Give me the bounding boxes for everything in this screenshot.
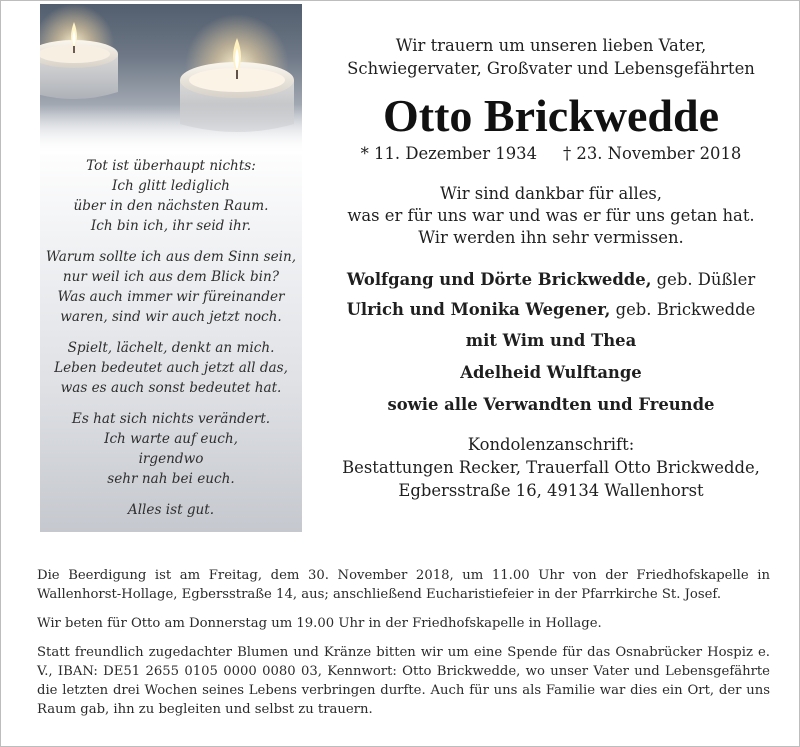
- candles-photo: [40, 4, 302, 154]
- maiden-name: geb. Brickwedde: [615, 300, 756, 319]
- mourner-row: [322, 265, 780, 295]
- candles-image: [40, 4, 302, 154]
- donation-paragraph: Statt freundlich zugedachter Blumen und Kränze bitten wir um eine Spende für das Osnabrücker Hospiz e. V., IBAN: DE51 2655 0105 0000 0080 03, Kennwort: Otto Brickwedde, wo unser Vater und Lebensgefährte die letzten drei Wochen seines Lebens verbringen durfte. Auch für uns als Familie war dies ein Ort, der uns Raum gab, ihn zu begleiten und selbst zu trauern.: [37, 645, 770, 717]
- gratitude-line: was er für uns war und was er für uns getan hat.: [347, 206, 755, 225]
- notice-main: [322, 34, 780, 502]
- poem-line: Leben bedeutet auch jetzt all das,: [54, 360, 288, 376]
- poem-text: [40, 156, 302, 531]
- mourner-row: sowie alle Verwandten und Freunde: [387, 395, 715, 414]
- poem-line: Ich bin ich, ihr seid ihr.: [90, 218, 252, 234]
- poem-line: Warum sollte ich aus dem Sinn sein,: [45, 249, 297, 265]
- gratitude-text: [322, 183, 780, 249]
- funeral-paragraph: Die Beerdigung ist am Freitag, dem 30. November 2018, um 11.00 Uhr von der Friedhofskapelle in Wallenhorst-Hollage, Egbersstraße 14, aus; anschließend Eucharistiefeier in der Pfarrkirche St. Josef.: [37, 568, 770, 602]
- poem-line: über in den nächsten Raum.: [73, 198, 269, 214]
- mourner-row: mit Wim und Thea: [465, 331, 637, 350]
- condolence-line: Bestattungen Recker, Trauerfall Otto Brickwedde,: [342, 458, 760, 477]
- birth-date: * 11. Dezember 1934: [360, 144, 537, 163]
- poem-line: Alles ist gut.: [127, 502, 215, 518]
- poem-line: nur weil ich aus dem Blick bin?: [62, 269, 280, 285]
- poem-line: irgendwo: [138, 451, 204, 467]
- condolence-line: Egbersstraße 16, 49134 Wallenhorst: [398, 481, 704, 500]
- condolence-address: [322, 433, 780, 502]
- poem-line: Tot ist überhaupt nichts:: [86, 158, 256, 174]
- life-dates: [322, 143, 780, 165]
- intro-text: [322, 34, 780, 80]
- poem-line: Es hat sich nichts verändert.: [71, 411, 271, 427]
- gratitude-line: Wir werden ihn sehr vermissen.: [418, 228, 684, 247]
- poem-line: was es auch sonst bedeutet hat.: [60, 380, 282, 396]
- intro-line: Wir trauern um unseren lieben Vater,: [395, 36, 707, 55]
- mourner-row: [322, 295, 780, 325]
- poem-stanza: [40, 409, 302, 489]
- poem-stanza: [40, 338, 302, 398]
- poem-stanza: [40, 247, 302, 327]
- poem-line: waren, sind wir auch jetzt noch.: [60, 309, 282, 325]
- poem-line: Was auch immer wir füreinander: [57, 289, 285, 305]
- poem-line: Ich glitt lediglich: [112, 178, 230, 194]
- mourner-name: Ulrich und Monika Wegener,: [346, 300, 611, 319]
- poem-line: Spielt, lächelt, denkt an mich.: [67, 340, 275, 356]
- poem-panel: [40, 4, 302, 532]
- death-date: † 23. November 2018: [563, 144, 742, 163]
- poem-stanza: [40, 500, 302, 520]
- deceased-name: Otto Brickwedde: [382, 90, 719, 141]
- prayer-paragraph: Wir beten für Otto am Donnerstag um 19.00 Uhr in der Friedhofskapelle in Hollage.: [37, 616, 602, 631]
- mourner-row: Adelheid Wulftange: [460, 363, 642, 382]
- intro-line: Schwiegervater, Großvater und Lebensgefährten: [347, 59, 755, 78]
- poem-line: sehr nah bei euch.: [107, 471, 235, 487]
- poem-line: Ich warte auf euch,: [104, 431, 238, 447]
- mourner-name: Wolfgang und Dörte Brickwedde,: [346, 270, 652, 289]
- funeral-info: [37, 566, 770, 729]
- gratitude-line: Wir sind dankbar für alles,: [439, 184, 663, 203]
- poem-stanza: [40, 156, 302, 236]
- maiden-name: geb. Düßler: [656, 270, 756, 289]
- condolence-label: Kondolenzanschrift:: [467, 435, 635, 454]
- mourners-list: [322, 265, 780, 421]
